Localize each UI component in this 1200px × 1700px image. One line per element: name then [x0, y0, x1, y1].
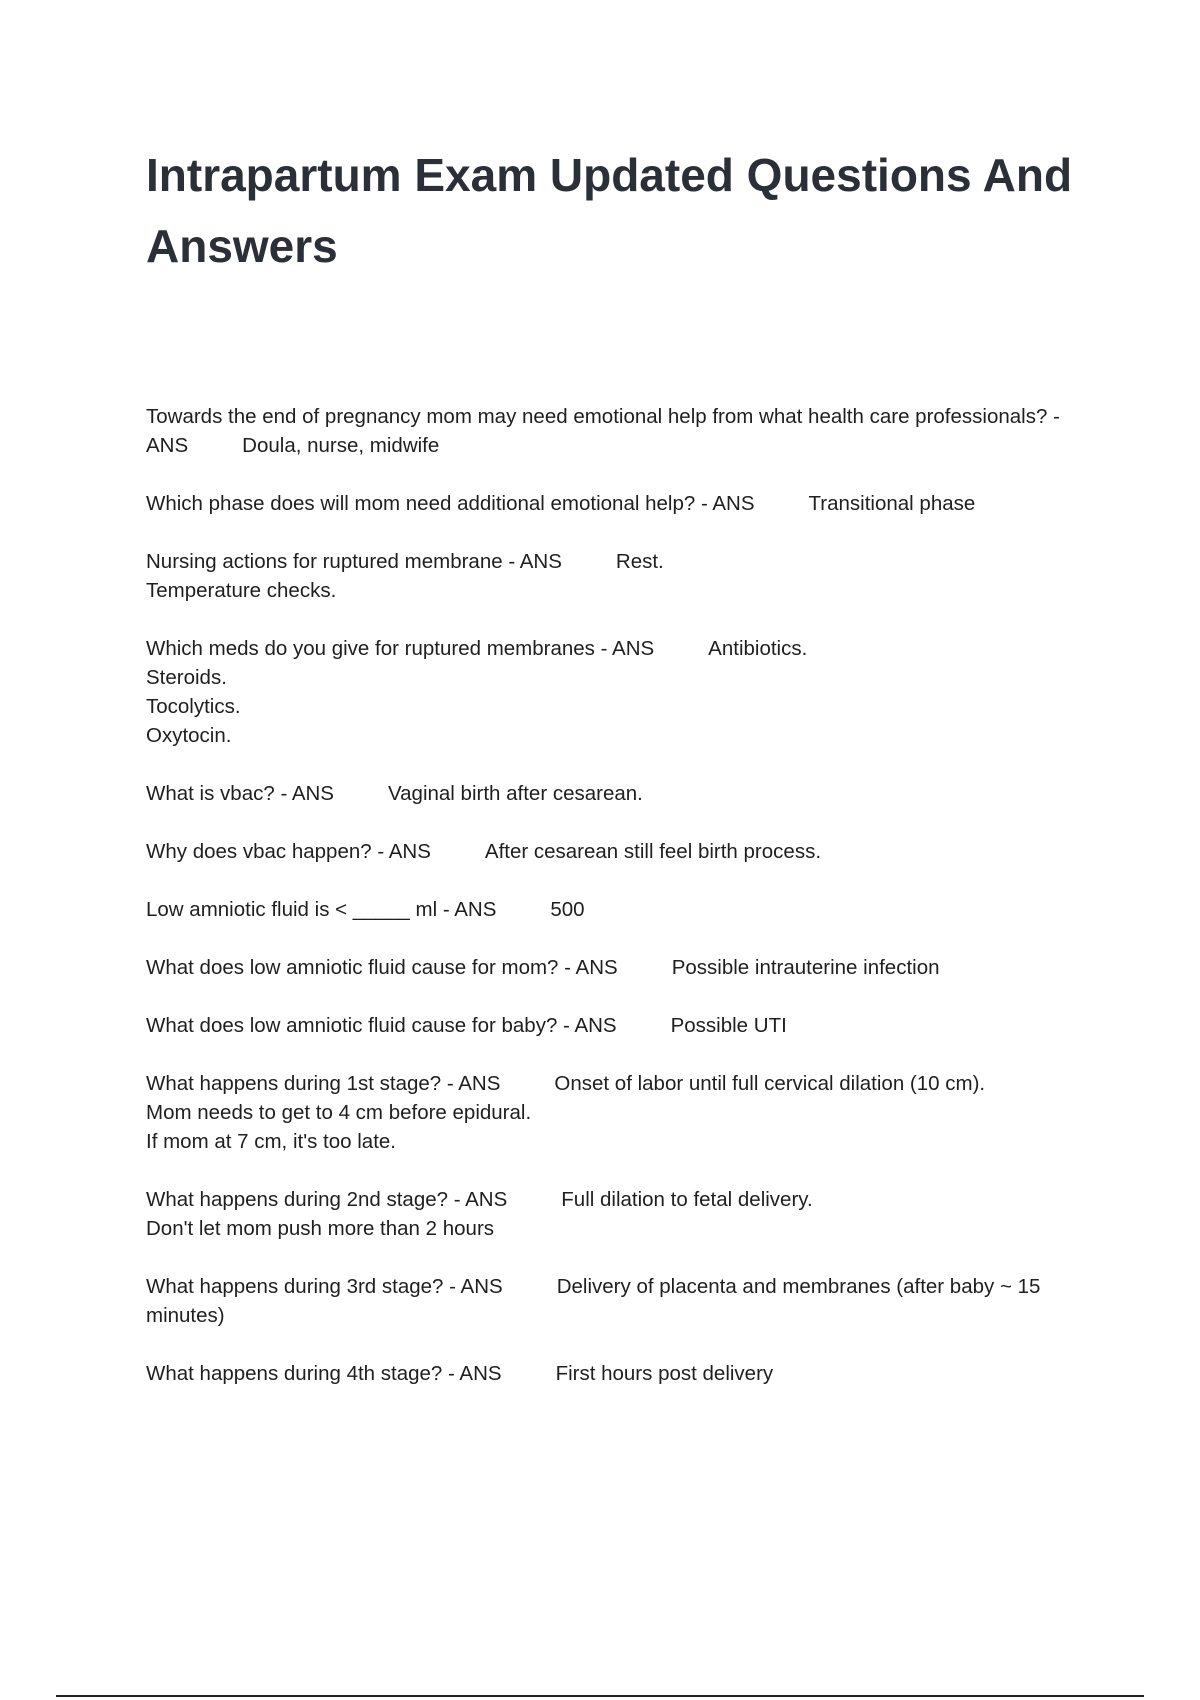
qa-question: Which meds do you give for ruptured membranes - ANS: [146, 637, 655, 660]
qa-question: Why does vbac happen? - ANS: [146, 840, 431, 863]
qa-answer: Full dilation to fetal delivery.: [561, 1188, 813, 1211]
qa-question: What does low amniotic fluid cause for mom? - ANS: [146, 956, 618, 979]
qa-item: [146, 1185, 1106, 1243]
qa-question: What is vbac? - ANS: [146, 782, 334, 805]
qa-answer-line: Oxytocin.: [146, 724, 232, 747]
qa-question: What happens during 4th stage? - ANS: [146, 1362, 502, 1385]
qa-question: Nursing actions for ruptured membrane - ANS: [146, 550, 562, 573]
qa-item: [146, 895, 1106, 924]
qa-answer: Rest.: [615, 550, 664, 573]
qa-question: What does low amniotic fluid cause for baby? - ANS: [146, 1014, 617, 1037]
qa-answer: After cesarean still feel birth process.: [484, 840, 822, 863]
qa-answer: Doula, nurse, midwife: [242, 434, 440, 457]
qa-item: [146, 837, 1106, 866]
qa-answer-line: Don't let mom push more than 2 hours: [146, 1217, 495, 1240]
qa-item: [146, 1272, 1106, 1330]
qa-item: [146, 1069, 1106, 1156]
qa-answer-line: If mom at 7 cm, it's too late.: [146, 1130, 396, 1153]
qa-answer-line: Tocolytics.: [146, 695, 241, 718]
qa-answer: Possible UTI: [670, 1014, 787, 1037]
qa-answer: Vaginal birth after cesarean.: [387, 782, 643, 805]
qa-question: What happens during 1st stage? - ANS: [146, 1072, 501, 1095]
qa-answer-line: Steroids.: [146, 666, 227, 689]
qa-question: What happens during 2nd stage? - ANS: [146, 1188, 508, 1211]
qa-item: [146, 953, 1106, 982]
qa-question: Low amniotic fluid is < _____ ml - ANS: [146, 898, 497, 921]
qa-answer: First hours post delivery: [555, 1362, 774, 1385]
qa-answer-line: Mom needs to get to 4 cm before epidural.: [146, 1101, 532, 1124]
qa-item: [146, 1359, 1106, 1388]
footer-divider: [56, 1695, 1144, 1697]
qa-item: [146, 779, 1106, 808]
qa-item: [146, 547, 1106, 605]
qa-answer: Delivery of placenta and membranes (after baby ~ 15 minutes): [146, 1275, 1041, 1327]
qa-question: Which phase does will mom need additional emotional help? - ANS: [146, 492, 755, 515]
qa-answer: Transitional phase: [808, 492, 976, 515]
qa-question: Towards the end of pregnancy mom may need emotional help from what health care professionals? - ANS: [146, 405, 1060, 457]
qa-question: What happens during 3rd stage? - ANS: [146, 1275, 503, 1298]
qa-list: [146, 402, 1106, 1417]
qa-item: [146, 1011, 1106, 1040]
qa-item: [146, 634, 1106, 750]
qa-item: [146, 489, 1106, 518]
qa-answer: Onset of labor until full cervical dilation (10 cm).: [554, 1072, 986, 1095]
qa-answer: Possible intrauterine infection: [671, 956, 940, 979]
qa-answer-line: Temperature checks.: [146, 579, 337, 602]
qa-answer: Antibiotics.: [708, 637, 808, 660]
page-title: Intrapartum Exam Updated Questions And Answers: [146, 149, 1073, 272]
qa-answer: 500: [550, 898, 585, 921]
qa-item: [146, 402, 1106, 460]
